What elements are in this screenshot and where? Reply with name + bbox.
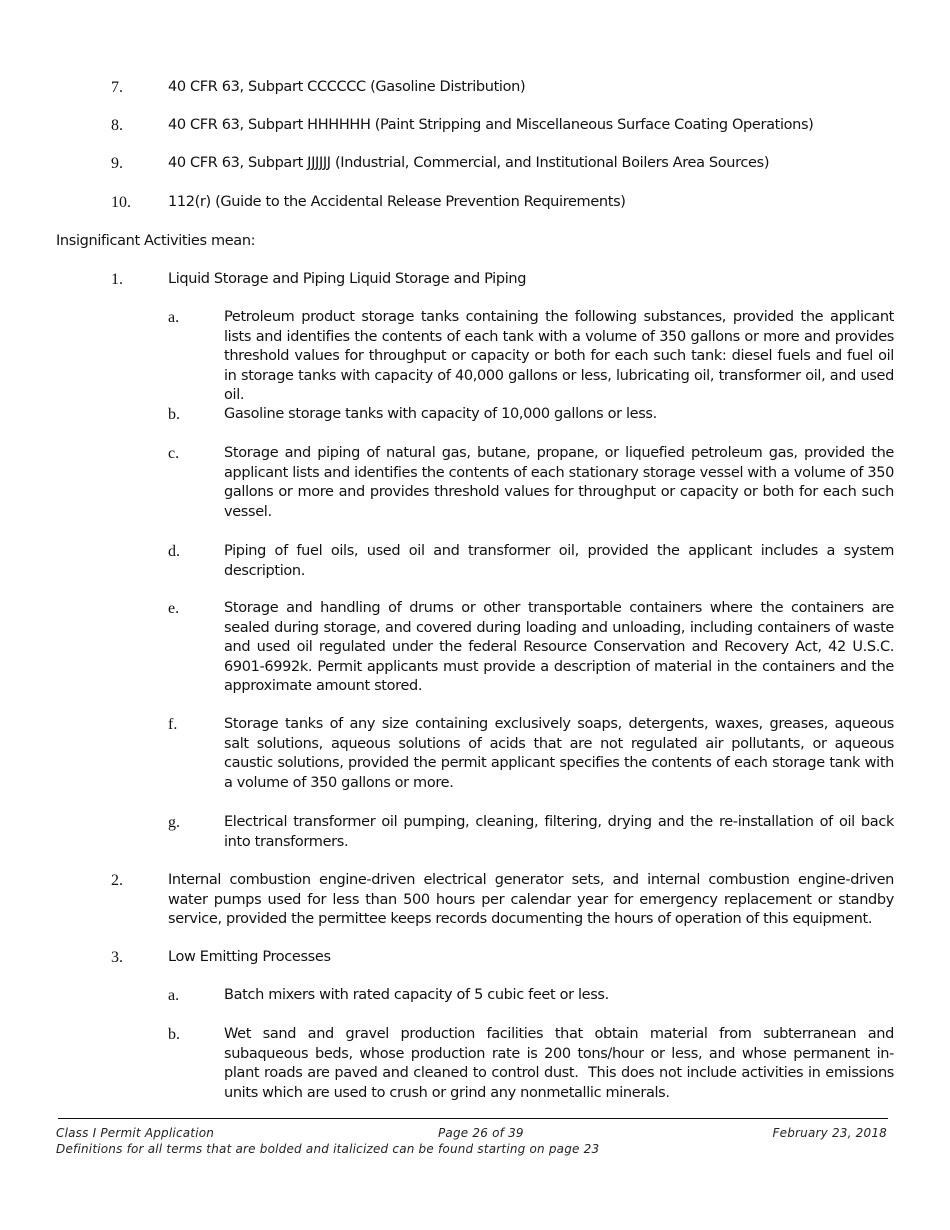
footer-date: February 23, 2018 <box>772 1126 887 1140</box>
list-item <box>0 193 950 213</box>
item-number: 10. <box>111 194 131 211</box>
item-text: 112(r) (Guide to the Accidental Release Prevention Requirements) <box>168 194 626 210</box>
item-text: Liquid Storage and Piping Liquid Storage and Piping <box>168 271 527 287</box>
item-number: 8. <box>111 117 123 134</box>
sub-item-letter: f. <box>168 716 178 733</box>
sub-item-text: Piping of fuel oils, used oil and transformer oil, provided the applicant includes a system description. <box>224 543 894 579</box>
sub-item-text: Storage tanks of any size containing exclusively soaps, detergents, waxes, greases, aqueous salt solutions, aqueous solutions of acids that are not regulated air pollutants, or aqueous caustic solutions, provided the permit applicant specifies the contents of each storage tank with a volume of 350 gallons or more. <box>224 716 894 791</box>
sub-item-text: Storage and handling of drums or other transportable containers where the containers are sealed during storage, and covered during loading and unloading, including containers of waste and used oil regulated under the federal Resource Conservation and Recovery Act, 42 U.S.C. 6901-6992k. Permit applicants must provide a description of material in the containers and the approximate amount stored. <box>224 600 894 694</box>
footer-divider <box>58 1118 888 1119</box>
section-heading: Insignificant Activities mean: <box>56 233 256 249</box>
sub-item-text: Petroleum product storage tanks containing the following substances, provided the applicant lists and identifies the contents of each tank with a volume of 350 gallons or more and provides threshold values for throughput or capacity or both for each such tank: diesel fuels and fuel oil in storage tanks with capacity of 40,000 gallons or less, lubricating oil, transformer oil, and used oil. <box>224 309 894 403</box>
item-number: 9. <box>111 155 123 172</box>
list-item <box>0 948 950 968</box>
footer-left: Class I Permit Application <box>56 1126 215 1140</box>
sub-item-letter: a. <box>168 987 180 1004</box>
item-text: 40 CFR 63, Subpart HHHHHH (Paint Stripping and Miscellaneous Surface Coating Operations) <box>168 117 814 133</box>
list-item <box>0 116 950 136</box>
item-number: 2. <box>111 872 123 889</box>
footer-note: Definitions for all terms that are bolded and italicized can be found starting on page 23 <box>56 1142 600 1156</box>
sub-item-letter: b. <box>168 406 180 423</box>
sub-item-letter: g. <box>168 814 180 831</box>
sub-item-text: Electrical transformer oil pumping, cleaning, filtering, drying and the re-installation of oil back into transformers. <box>224 814 894 850</box>
sub-item-letter: a. <box>168 309 180 326</box>
item-text: 40 CFR 63, Subpart CCCCCC (Gasoline Distribution) <box>168 79 526 95</box>
sub-item-letter: c. <box>168 445 180 462</box>
item-number: 1. <box>111 271 123 288</box>
sub-item-text: Gasoline storage tanks with capacity of 10,000 gallons or less. <box>224 406 657 422</box>
item-text: Internal combustion engine-driven electrical generator sets, and internal combustion engine-driven water pumps used for less than 500 hours per calendar year for emergency replacement or standby service, provided the permittee keeps records documenting the hours of operation of this equipment. <box>168 872 894 927</box>
item-number: 3. <box>111 949 123 966</box>
sub-item-text: Batch mixers with rated capacity of 5 cubic feet or less. <box>224 987 609 1003</box>
sub-item-letter: b. <box>168 1026 180 1043</box>
sub-item-letter: d. <box>168 543 180 560</box>
item-number: 7. <box>111 79 123 96</box>
footer-page-number: Page 26 of 39 <box>438 1126 524 1140</box>
list-item <box>0 270 950 290</box>
list-item <box>0 78 950 98</box>
list-item <box>0 154 950 174</box>
sub-item-text: Storage and piping of natural gas, butane, propane, or liquefied petroleum gas, provided the applicant lists and identifies the contents of each stationary storage vessel with a volume of 350 gallons or more and provides threshold values for throughput or capacity or both for each such vessel. <box>224 445 894 520</box>
sub-item-text: Wet sand and gravel production facilities that obtain material from subterranean and subaqueous beds, whose production rate is 200 tons/hour or less, and whose permanent in-plant roads are paved and cleaned to control dust. This does not include activities in emissions units which are used to crush or grind any nonmetallic minerals. <box>224 1026 899 1101</box>
item-text: Low Emitting Processes <box>168 949 331 965</box>
item-text: 40 CFR 63, Subpart JJJJJJ (Industrial, Commercial, and Institutional Boilers Area Sources) <box>168 155 770 171</box>
sub-item-letter: e. <box>168 600 180 617</box>
